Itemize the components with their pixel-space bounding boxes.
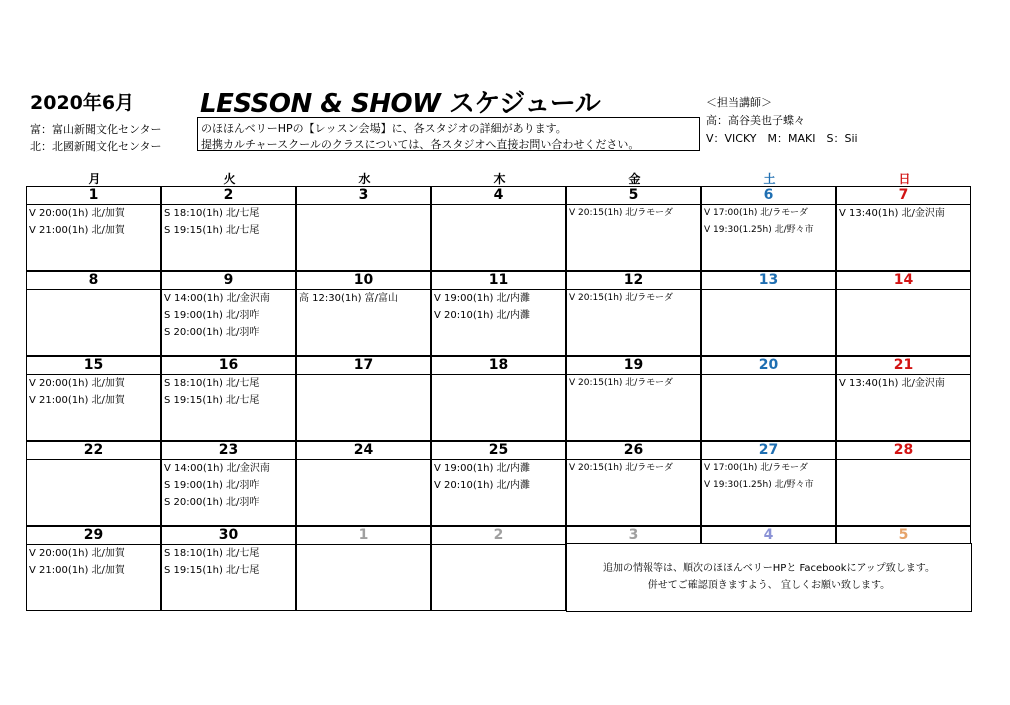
day-cell: [431, 271, 566, 356]
schedule-entry: V 20:15(1h) 北/ラモーダ: [569, 378, 673, 388]
day-number: 4: [763, 527, 774, 543]
day-number: 5: [898, 527, 909, 543]
day-number: 4: [432, 187, 565, 205]
schedule-entry: S 20:00(1h) 北/羽咋: [164, 327, 260, 338]
schedule-entry: S 18:10(1h) 北/七尾: [164, 378, 260, 389]
notice-line: のほほんベリーHPの【レッスン会場】に、各スタジオの詳細があります。: [201, 122, 567, 135]
day-number: 24: [297, 442, 430, 460]
day-number: 16: [162, 357, 295, 375]
page-title-latin: LESSON & SHOW: [200, 89, 441, 119]
day-number: 20: [702, 357, 835, 375]
schedule-entry: S 20:00(1h) 北/羽咋: [164, 497, 260, 508]
schedule-entry: V 20:00(1h) 北/加賀: [29, 208, 125, 219]
day-cell: [296, 186, 431, 271]
schedule-entry: V 21:00(1h) 北/加賀: [29, 395, 125, 406]
schedule-entry: V 21:00(1h) 北/加賀: [29, 225, 125, 236]
schedule-entry: S 19:15(1h) 北/七尾: [164, 225, 260, 236]
day-cell: [701, 356, 836, 441]
day-number: 21: [837, 357, 970, 375]
day-number: 5: [567, 187, 700, 205]
weekday-header: 土: [763, 172, 776, 186]
day-cell-next-month: [566, 526, 701, 544]
day-cell-next-month: [431, 526, 566, 611]
day-cell: [431, 441, 566, 526]
venue-legend-hokkoku: 北：北國新聞文化センター: [30, 140, 162, 153]
day-cell: [836, 186, 971, 271]
schedule-entry: S 19:15(1h) 北/七尾: [164, 395, 260, 406]
weekday-header: 日: [898, 172, 911, 186]
day-number: 2: [432, 527, 565, 545]
schedule-entry: V 19:00(1h) 北/内灘: [434, 463, 530, 474]
day-number: 11: [432, 272, 565, 290]
day-number: 22: [27, 442, 160, 460]
schedule-entry: S 18:10(1h) 北/七尾: [164, 548, 260, 559]
day-number: 1: [297, 527, 430, 545]
day-cell-next-month: [296, 526, 431, 611]
instructor-heading: ＜担当講師＞: [706, 96, 772, 109]
day-cell-next-month: [836, 526, 971, 544]
schedule-entry: V 20:10(1h) 北/内灘: [434, 480, 530, 491]
page-title: [200, 83, 600, 120]
day-cell: [566, 271, 701, 356]
schedule-entry: V 13:40(1h) 北/金沢南: [839, 208, 945, 219]
day-cell: [26, 186, 161, 271]
weekday-header: 木: [493, 172, 506, 186]
day-cell: [26, 271, 161, 356]
day-number: 26: [567, 442, 700, 460]
notice-line: 提携カルチャースクールのクラスについては、各スタジオへ直接お問い合わせください。: [201, 138, 640, 151]
day-cell: [296, 356, 431, 441]
day-number: 30: [162, 527, 295, 545]
day-number: 6: [702, 187, 835, 205]
schedule-entry: V 20:00(1h) 北/加賀: [29, 378, 125, 389]
day-cell: [26, 526, 161, 611]
day-number: 17: [297, 357, 430, 375]
footer-note-line: 追加の情報等は、順次のほほんベリーHPと Facebookにアップ致します。: [602, 563, 935, 574]
schedule-entry: V 20:00(1h) 北/加賀: [29, 548, 125, 559]
weekday-header: 月: [88, 172, 101, 186]
day-cell: [26, 441, 161, 526]
day-cell: [296, 441, 431, 526]
schedule-entry: S 19:15(1h) 北/七尾: [164, 565, 260, 576]
calendar-grid: [27, 172, 973, 612]
schedule-entry: V 20:15(1h) 北/ラモーダ: [569, 463, 673, 473]
instructor-line: V：VICKY M：MAKI S：Sii: [706, 132, 858, 145]
day-cell: [161, 186, 296, 271]
day-cell: [161, 356, 296, 441]
schedule-entry: S 19:00(1h) 北/羽咋: [164, 310, 260, 321]
schedule-entry: V 19:00(1h) 北/内灘: [434, 293, 530, 304]
schedule-entry: V 14:00(1h) 北/金沢南: [164, 463, 270, 474]
day-number: 1: [27, 187, 160, 205]
day-cell: [836, 441, 971, 526]
schedule-entry: V 21:00(1h) 北/加賀: [29, 565, 125, 576]
day-number: 3: [297, 187, 430, 205]
day-cell: [161, 441, 296, 526]
day-number: 19: [567, 357, 700, 375]
day-cell: [161, 271, 296, 356]
day-number: 27: [702, 442, 835, 460]
month-title: 2020年6月: [30, 92, 135, 114]
schedule-entry: 高 12:30(1h) 富/富山: [299, 293, 399, 304]
day-cell: [566, 441, 701, 526]
venue-legend-toyama: 富：富山新聞文化センター: [30, 123, 162, 136]
day-cell: [431, 356, 566, 441]
day-number: 2: [162, 187, 295, 205]
weekday-header: 水: [358, 172, 371, 186]
day-cell: [566, 186, 701, 271]
schedule-entry: V 19:30(1.25h) 北/野々市: [704, 225, 814, 235]
day-number: 7: [837, 187, 970, 205]
schedule-entry: V 20:15(1h) 北/ラモーダ: [569, 293, 673, 303]
schedule-entry: S 19:00(1h) 北/羽咋: [164, 480, 260, 491]
day-cell: [296, 271, 431, 356]
schedule-entry: S 18:10(1h) 北/七尾: [164, 208, 260, 219]
day-cell: [701, 271, 836, 356]
day-number: 18: [432, 357, 565, 375]
day-number: 25: [432, 442, 565, 460]
day-cell: [431, 186, 566, 271]
weekday-header: 金: [628, 172, 641, 186]
instructor-line: 高：高谷美也子蝶々: [706, 114, 805, 127]
schedule-entry: V 20:10(1h) 北/内灘: [434, 310, 530, 321]
schedule-entry: V 20:15(1h) 北/ラモーダ: [569, 208, 673, 218]
day-cell: [836, 271, 971, 356]
day-number: 29: [27, 527, 160, 545]
day-cell-next-month: [701, 526, 836, 544]
day-cell: [701, 441, 836, 526]
day-number: 3: [628, 527, 639, 543]
schedule-entry: V 14:00(1h) 北/金沢南: [164, 293, 270, 304]
day-number: 14: [837, 272, 970, 290]
day-number: 9: [162, 272, 295, 290]
day-cell: [26, 356, 161, 441]
footer-note: [566, 543, 972, 612]
day-number: 8: [27, 272, 160, 290]
day-number: 23: [162, 442, 295, 460]
schedule-entry: V 19:30(1.25h) 北/野々市: [704, 480, 814, 490]
footer-note-line: 併せてご確認頂きますよう、 宜しくお願い致します。: [647, 580, 891, 591]
day-number: 10: [297, 272, 430, 290]
day-number: 28: [837, 442, 970, 460]
day-cell: [161, 526, 296, 611]
weekday-header: 火: [223, 172, 236, 186]
schedule-entry: V 17:00(1h) 北/ラモーダ: [704, 463, 808, 473]
day-number: 15: [27, 357, 160, 375]
notice-box: [197, 117, 700, 151]
day-cell: [701, 186, 836, 271]
page-title-japanese: スケジュール: [448, 89, 601, 119]
schedule-entry: V 13:40(1h) 北/金沢南: [839, 378, 945, 389]
schedule-entry: V 17:00(1h) 北/ラモーダ: [704, 208, 808, 218]
day-cell: [836, 356, 971, 441]
day-number: 13: [702, 272, 835, 290]
day-cell: [566, 356, 701, 441]
day-number: 12: [567, 272, 700, 290]
